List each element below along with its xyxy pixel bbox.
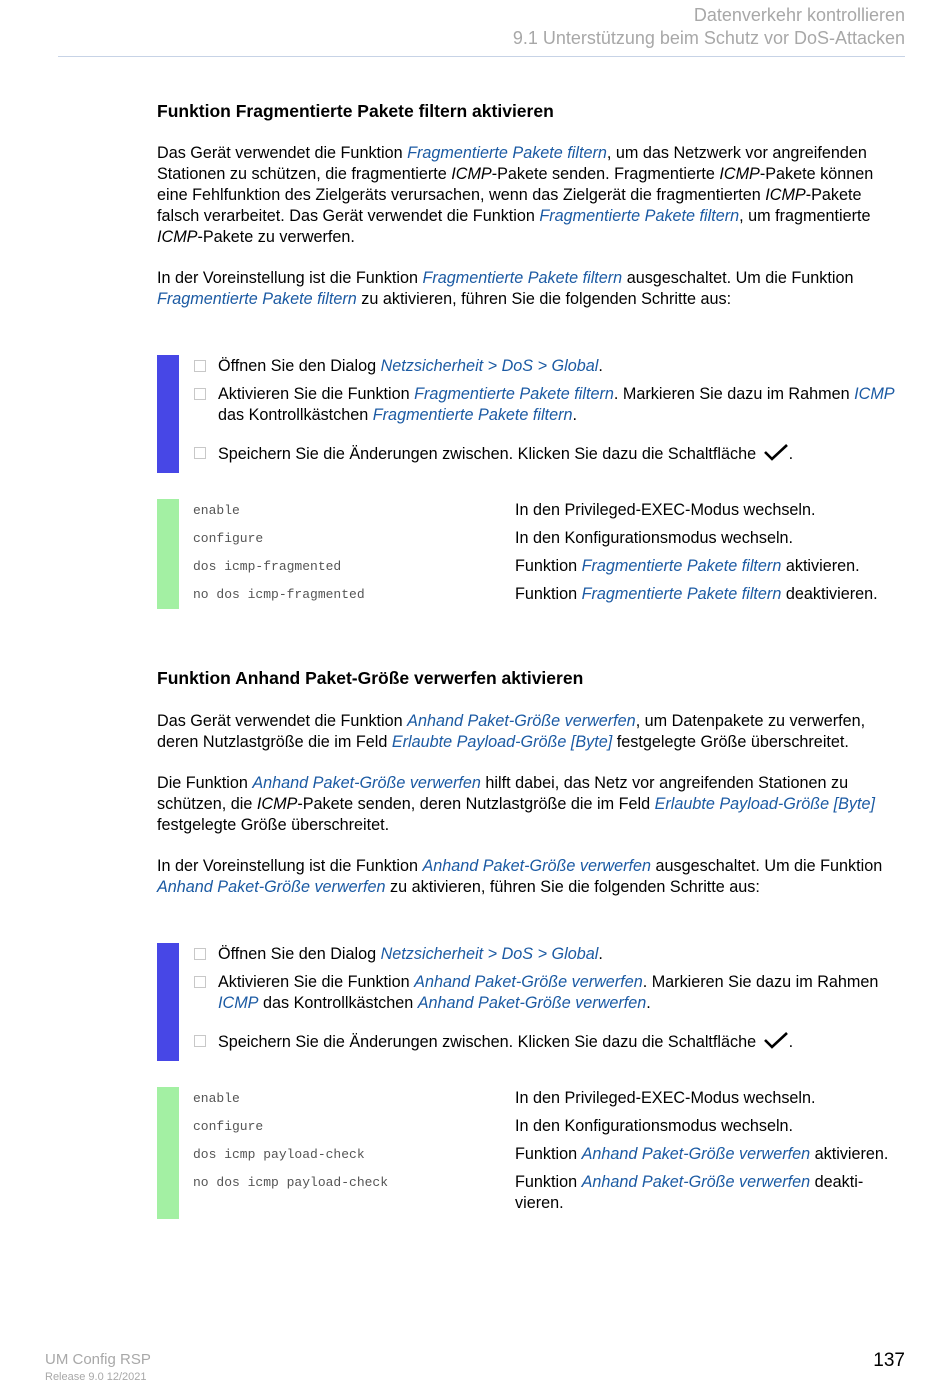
section-2-purpose <box>157 773 907 836</box>
paragraph: In der Voreinstellung ist die Funktion Anhand Paket-Größe verwerfen ausgeschaltet. Um die Funktion Anhand Paket-Größe verwerfen zu aktivieren, führen Sie die folgenden Schritte aus: <box>157 857 883 896</box>
cli-description: In den Privileged-EXEC-Modus wechseln. <box>515 501 816 519</box>
ui-reference: Erlaubte Payload-Größe [Byte] <box>654 795 876 813</box>
section-title: Funktion Fragmentierte Pakete filtern aktivieren <box>157 101 554 121</box>
section-1-heading-block <box>157 101 907 122</box>
ui-reference: Fragmentierte Pakete filtern <box>372 406 573 424</box>
checkbox-bullet-icon <box>194 388 206 400</box>
page-number: 137 <box>873 1350 905 1371</box>
ui-reference: Anhand Paket-Größe verwerfen <box>417 994 647 1012</box>
cli-description: In den Privileged-EXEC-Modus wechseln. <box>515 1089 816 1107</box>
checkbox-bullet-icon <box>194 360 206 372</box>
checkbox-bullet-icon <box>194 948 206 960</box>
ui-reference: Fragmentierte Pakete filtern <box>581 557 782 575</box>
checkbox-bullet-icon <box>194 447 206 459</box>
cli-description: In den Konfigurationsmodus wechseln. <box>515 1117 794 1135</box>
step-item: Aktivieren Sie die Funktion Anhand Paket-Größe verwerfen. Markieren Sie dazu im Rahmen ICMP das Kontrollkästchen Anhand Paket-Größe verwerfen. <box>194 972 914 1014</box>
cli-command: configure <box>193 1119 264 1134</box>
ui-reference: Erlaubte Payload-Größe [Byte] <box>391 733 613 751</box>
checkmark-icon <box>763 443 789 461</box>
cli-description: Funktion Fragmentierte Pakete filtern deaktivieren. <box>515 585 878 603</box>
ui-reference: Anhand Paket-Größe verwerfen <box>422 857 651 875</box>
paragraph: Die Funktion Anhand Paket-Größe verwerfen hilft dabei, das Netz vor angreifenden Stationen zu schützen, die ICMP-Pakete senden, deren Nutzlastgröße die im Feld Erlaubte Payload-Größe [Byte] festgelegte Größe überschreitet. <box>157 774 876 834</box>
checkmark-icon <box>763 1031 789 1049</box>
section-2-intro <box>157 711 907 753</box>
checkbox-bullet-icon <box>194 976 206 988</box>
checkbox-bullet-icon <box>194 1035 206 1047</box>
ui-reference: Fragmentierte Pakete filtern <box>414 385 614 403</box>
paragraph: Das Gerät verwendet die Funktion Anhand Paket-Größe verwerfen, um Datenpakete zu verwerfen, deren Nutzlastgröße die im Feld Erlaubte Payload-Größe [Byte] festgelegte Größe überschreitet. <box>157 712 866 751</box>
step-item: Aktivieren Sie die Funktion Fragmentierte Pakete filtern. Markieren Sie dazu im Rahmen ICMP das Kontrollkästchen Fragmentierte Pakete filtern. <box>194 384 914 426</box>
footer-doc-info <box>45 1351 151 1383</box>
step-item: Öffnen Sie den Dialog Netzsicherheit > DoS > Global. <box>194 356 914 377</box>
gui-steps-marker <box>157 355 179 473</box>
step-item: Öffnen Sie den Dialog Netzsicherheit > DoS > Global. <box>194 944 914 965</box>
section-1-intro <box>157 143 907 248</box>
cli-description: Funktion Anhand Paket-Größe verwerfen deakti-vieren. <box>515 1173 864 1212</box>
cli-command: dos icmp-fragmented <box>193 559 342 574</box>
ui-reference: Anhand Paket-Größe verwerfen <box>581 1173 811 1191</box>
cli-description: Funktion Anhand Paket-Größe verwerfen aktivieren. <box>515 1145 889 1163</box>
ui-reference: Anhand Paket-Größe verwerfen <box>581 1145 811 1163</box>
running-header <box>513 4 905 50</box>
step-item: Speichern Sie die Änderungen zwischen. Klicken Sie dazu die Schaltfläche . <box>194 443 914 465</box>
ui-reference: Anhand Paket-Größe verwerfen <box>414 973 643 991</box>
footer-doc-title: UM Config RSP <box>45 1351 151 1368</box>
section-2-heading-block <box>157 668 907 689</box>
ui-reference: Netzsicherheit > DoS > Global <box>380 945 599 963</box>
ui-reference: Fragmentierte Pakete filtern <box>581 585 782 603</box>
ui-reference: ICMP <box>854 385 895 403</box>
section-2-default <box>157 856 907 898</box>
cli-description: In den Konfigurationsmodus wechseln. <box>515 529 794 547</box>
cli-command: enable <box>193 1091 240 1106</box>
ui-reference: Fragmentierte Pakete filtern <box>407 144 607 162</box>
cli-steps-marker <box>157 1087 179 1219</box>
ui-reference: Anhand Paket-Größe verwerfen <box>157 878 386 896</box>
cli-command: no dos icmp payload-check <box>193 1175 389 1190</box>
paragraph: Das Gerät verwendet die Funktion Fragmentierte Pakete filtern, um das Netzwerk vor angreifenden Stationen zu schützen, die fragmentierte ICMP-Pakete senden. Fragmentierte ICMP-Pakete können eine Fehlfunktion des Zielgeräts verursachen, wenn das Zielgerät die fragmentierten ICMP-Pakete falsch verarbeitet. Das Gerät verwendet die Funktion Fragmentierte Pakete filtern, um fragmentierte ICMP-Pakete zu verwerfen. <box>157 144 874 246</box>
ui-reference: ICMP <box>218 994 259 1012</box>
step-item: Speichern Sie die Änderungen zwischen. Klicken Sie dazu die Schaltfläche . <box>194 1031 914 1053</box>
cli-steps-marker <box>157 499 179 609</box>
cli-command: no dos icmp-fragmented <box>193 587 365 602</box>
ui-reference: Fragmentierte Pakete filtern <box>422 269 623 287</box>
cli-command: dos icmp payload-check <box>193 1147 365 1162</box>
cli-command: enable <box>193 503 240 518</box>
paragraph: In der Voreinstellung ist die Funktion Fragmentierte Pakete filtern ausgeschaltet. Um die Funktion Fragmentierte Pakete filtern zu aktivieren, führen Sie die folgenden Schritte aus: <box>157 269 854 308</box>
section-1-default <box>157 268 907 310</box>
footer-release: Release 9.0 12/2021 <box>45 1371 147 1383</box>
gui-steps-marker <box>157 943 179 1061</box>
ui-reference: Fragmentierte Pakete filtern <box>539 207 740 225</box>
ui-reference: Anhand Paket-Größe verwerfen <box>252 774 481 792</box>
cli-description: Funktion Fragmentierte Pakete filtern aktivieren. <box>515 557 860 575</box>
header-rule <box>58 56 905 57</box>
section-title: Funktion Anhand Paket-Größe verwerfen aktivieren <box>157 668 584 688</box>
cli-command: configure <box>193 531 264 546</box>
ui-reference: Netzsicherheit > DoS > Global <box>380 357 599 375</box>
header-section: 9.1 Unterstützung beim Schutz vor DoS-Attacken <box>512 28 905 48</box>
ui-reference: Anhand Paket-Größe verwerfen <box>407 712 636 730</box>
header-chapter: Datenverkehr kontrollieren <box>693 5 905 25</box>
ui-reference: Fragmentierte Pakete filtern <box>157 290 357 308</box>
